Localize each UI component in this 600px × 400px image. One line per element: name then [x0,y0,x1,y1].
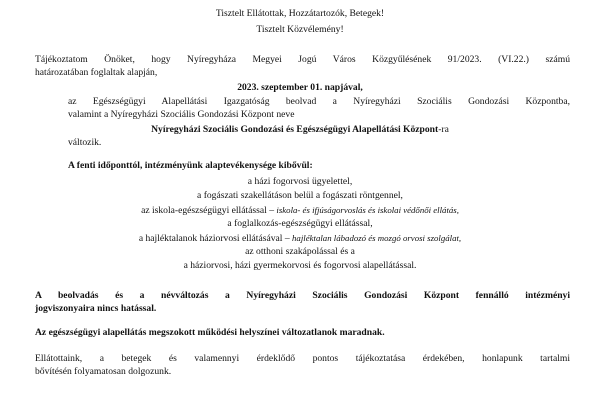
service-item [0,218,600,230]
intro-line-1: Tájékoztatom Önöket, hogy Nyíregyháza Megyei Jogú Város Közgyűlésének 91/2023. (VI.22.) számú [35,54,570,65]
new-name-suffix: -ra [438,124,449,135]
service-item-text: a háziorvosi, házi gyermekorvosi és fogorvosi alapellátással. [183,260,417,271]
service-item [0,176,600,188]
intro-line-2: határozatában foglaltak alapján, [35,67,158,78]
service-item [0,190,600,202]
greeting-public-line: Tisztelt Közvélemény! [256,24,344,35]
new-name-line [0,124,600,136]
closing-line-2: bővítésén folyamatosan dolgozunk. [35,366,172,377]
service-item [0,246,600,258]
services-heading: A fenti időponttól, intézményünk alaptevékenysége kibővül: [68,160,313,171]
notice-1-line-2: jogviszonyaira nincs hatással. [35,303,157,314]
service-item-text: a foglalkozás-egészségügyi ellátással, [227,218,373,229]
notice-1-line-1: A beolvadás és a névváltozás a Nyíregyházi Szociális Gondozási Központ fennálló intézményi [35,290,570,301]
service-item-detail: hajléktalan lábadozó és mozgó orvosi szolgálat, [292,233,462,243]
service-item-text: a hajléktalanok háziorvosi ellátásával – [138,233,293,244]
service-item-detail: iskola- és ifjúságorvoslás és iskolai védőnői ellátás, [276,205,459,215]
service-item [0,232,600,245]
closing-line-1: Ellátottaink, a betegek és valamennyi érdeklődő pontos tájékoztatása érdekében, honlapunk tartalmi [35,353,570,364]
notice-2: Az egészségügyi alapellátás megszokott működési helyszínei változatlanok maradnak. [35,327,385,338]
merge-line-1: az Egészségügyi Alapellátási Igazgatóság beolvad a Nyíregyházi Szociális Gondozási Központba, [68,96,570,107]
effective-date: 2023. szeptember 01. napjával, [237,82,363,93]
service-item-text: a házi fogorvosi ügyelettel, [247,176,353,187]
greeting-line: Tisztelt Ellátottak, Hozzátartozók, Betegek! [215,8,385,19]
changes-line: változik. [68,137,102,148]
service-item [0,204,600,217]
new-institution-name: Nyíregyházi Szociális Gondozási és Egészségügyi Alapellátási Központ [151,124,439,135]
service-item [0,260,600,272]
service-item-text: a fogászati szakellátáson belül a fogászati röntgennel, [197,190,403,201]
service-item-text: az otthoni szakápolással és a [245,246,355,257]
merge-line-2: valamint a Nyíregyházi Szociális Gondozási Központ neve [68,109,295,120]
service-item-text: az iskola-egészségügyi ellátással – [141,205,277,216]
